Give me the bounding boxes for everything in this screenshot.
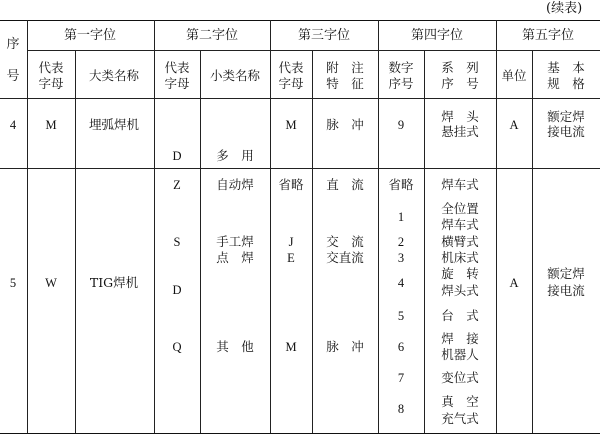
row5-series-rotary-1: 旋 转: [441, 266, 479, 281]
row5-series-vacuum-2: 充气式: [441, 411, 479, 426]
row5-sub-manual: 手工焊: [216, 234, 254, 249]
row4-series-line2: 悬挂式: [441, 124, 479, 139]
col-line-sub5: [532, 50, 533, 433]
col-line-sub4: [424, 50, 425, 433]
row5-series-bench: 台 式: [441, 308, 479, 323]
row5-code2-z: Z: [173, 178, 181, 192]
header-bottom-border: [0, 98, 600, 99]
col-line-sub3: [312, 50, 313, 433]
row5-number-6: 6: [397, 340, 405, 354]
row4-note: 脉 冲: [326, 117, 364, 132]
row4-subcategory: 多 用: [216, 148, 254, 163]
row5-sub-spot: 点 焊: [216, 250, 254, 265]
header-spec-line2: 规 格: [547, 76, 585, 91]
row5-series-allpos-2: 焊车式: [441, 217, 479, 232]
col-line-sub2: [200, 50, 201, 433]
row5-number-3: 3: [397, 251, 405, 265]
row5-code2-s: S: [173, 235, 181, 249]
row4-code1: M: [45, 118, 57, 132]
row5-number-1: 1: [397, 210, 405, 224]
row5-spec-line1: 额定焊: [547, 266, 585, 281]
header-code1-line1: 代表: [38, 60, 64, 75]
row5-code3-j: J: [288, 235, 294, 249]
header-code1-line2: 字母: [38, 76, 64, 91]
row5-unit: A: [509, 276, 519, 290]
row5-sub-other: 其 他: [216, 339, 254, 354]
row5-spec-line2: 接电流: [547, 283, 585, 298]
row4-code2: D: [172, 149, 182, 163]
row5-number-8: 8: [397, 402, 405, 416]
row5-series-cart: 焊车式: [441, 177, 479, 192]
col-line-group3: [378, 20, 379, 433]
header-code2-line1: 代表: [164, 60, 190, 75]
header-category: 大类名称: [88, 68, 140, 83]
row5-number-7: 7: [397, 371, 405, 385]
row5-code3-m: M: [285, 340, 297, 354]
row5-series-arm: 横臂式: [441, 234, 479, 249]
row5-code3-e: E: [287, 251, 295, 265]
row5-number-omit: 省略: [388, 177, 414, 192]
header-number-line1: 数字: [388, 60, 414, 75]
row5-series-positioner: 变位式: [441, 370, 479, 385]
col-line-group1: [154, 20, 155, 433]
row5-code3-omit: 省略: [278, 177, 304, 192]
header-note-line2: 特 征: [326, 76, 364, 91]
row5-code2-d: D: [172, 283, 182, 297]
row5-number-2: 2: [397, 235, 405, 249]
row5-code2-q: Q: [172, 340, 182, 354]
col-line-group2: [270, 20, 271, 433]
row5-number-5: 5: [397, 309, 405, 323]
col-line-group4: [496, 20, 497, 433]
row5-note-acdc: 交直流: [326, 250, 364, 265]
table-top-border: [0, 20, 600, 21]
row5-series-bed: 机床式: [441, 250, 479, 265]
header-group-5: 第五字位: [521, 28, 575, 43]
header-series-line1: 系 列: [441, 60, 479, 75]
row-divider: [0, 168, 600, 169]
header-note-line1: 附 注: [326, 60, 364, 75]
row5-code1: W: [45, 276, 57, 290]
header-code3-line1: 代表: [278, 60, 304, 75]
row4-spec-line2: 接电流: [547, 124, 585, 139]
header-code2-line2: 字母: [164, 76, 190, 91]
row4-series-line1: 焊 头: [441, 109, 479, 124]
row5-sub-auto: 自动焊: [216, 177, 254, 192]
header-seq-bottom: 号: [6, 69, 20, 84]
header-code3-line2: 字母: [278, 76, 304, 91]
row5-series-allpos-1: 全位置: [441, 201, 479, 216]
header-seq-top: 序: [6, 37, 20, 52]
row5-note-dc: 直 流: [326, 177, 364, 192]
continued-label: (续表): [546, 1, 583, 16]
row4-seq: 4: [9, 118, 17, 132]
header-group-divider: [27, 50, 600, 51]
header-group-1: 第一字位: [63, 28, 117, 43]
header-subcategory: 小类名称: [209, 68, 261, 83]
row5-series-robot-1: 焊 接: [441, 331, 479, 346]
header-group-4: 第四字位: [410, 28, 464, 43]
row4-category: 埋弧焊机: [88, 117, 140, 132]
row4-code3: M: [285, 118, 297, 132]
row4-number: 9: [397, 118, 405, 132]
header-group-2: 第二字位: [185, 28, 239, 43]
col-line-seq: [27, 20, 28, 433]
header-group-3: 第三字位: [297, 28, 351, 43]
row5-series-rotary-2: 焊头式: [441, 283, 479, 298]
row5-category: TIG焊机: [89, 275, 139, 290]
row5-seq: 5: [9, 276, 17, 290]
row4-spec-line1: 额定焊: [547, 109, 585, 124]
header-series-line2: 序 号: [441, 76, 479, 91]
row5-note-ac: 交 流: [326, 234, 364, 249]
row4-unit: A: [509, 118, 519, 132]
header-spec-line1: 基 本: [547, 60, 585, 75]
row5-note-pulse: 脉 冲: [326, 339, 364, 354]
header-number-line2: 序号: [388, 76, 414, 91]
table-bottom-border: [0, 433, 600, 434]
header-unit: 单位: [501, 68, 527, 83]
row5-series-robot-2: 机器人: [441, 347, 479, 362]
row5-number-4: 4: [397, 276, 405, 290]
row5-series-vacuum-1: 真 空: [441, 394, 479, 409]
col-line-sub1: [75, 50, 76, 433]
